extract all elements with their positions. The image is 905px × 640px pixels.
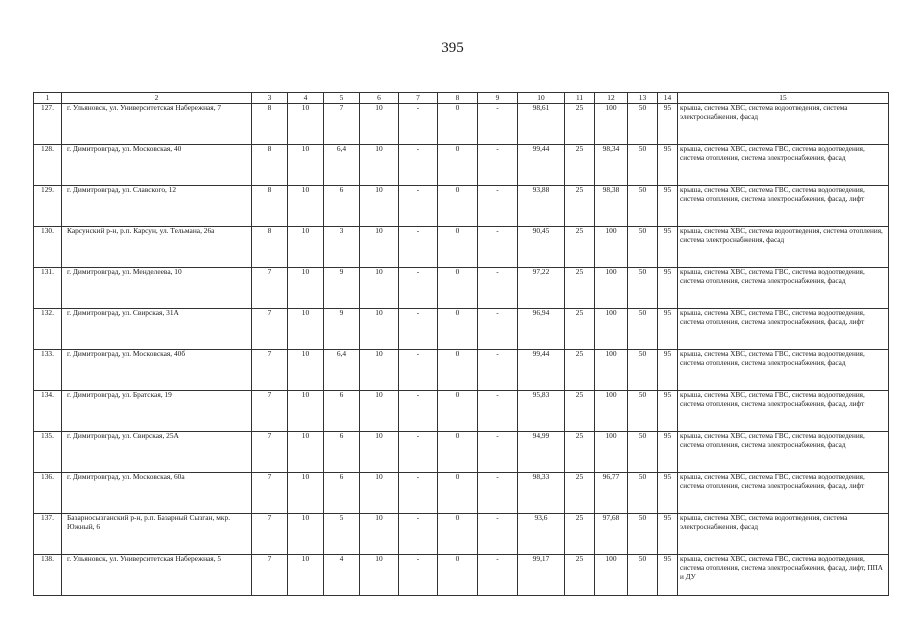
value-cell: 95 — [658, 268, 678, 309]
value-cell: - — [478, 104, 518, 145]
row-number-cell: 130. — [34, 227, 62, 268]
value-cell: 7 — [252, 514, 288, 555]
value-cell: 10 — [288, 555, 324, 596]
address-cell: Карсунский р-н, р.п. Карсун, ул. Тельмана, 26а — [62, 227, 252, 268]
value-cell: 95 — [658, 350, 678, 391]
address-cell: г. Димитровград, ул. Московская, 60а — [62, 473, 252, 514]
value-cell: 90,45 — [518, 227, 565, 268]
value-cell: 0 — [438, 514, 478, 555]
value-cell: 8 — [252, 145, 288, 186]
value-cell: 95 — [658, 473, 678, 514]
value-cell: 0 — [438, 555, 478, 596]
value-cell: 7 — [252, 309, 288, 350]
table-row — [34, 555, 889, 596]
value-cell: 50 — [628, 555, 658, 596]
value-cell: 95 — [658, 227, 678, 268]
value-cell: 98,38 — [595, 186, 628, 227]
value-cell: 95 — [658, 555, 678, 596]
table-row — [34, 473, 889, 514]
value-cell: 95,83 — [518, 391, 565, 432]
row-number-cell: 138. — [34, 555, 62, 596]
value-cell: 50 — [628, 309, 658, 350]
value-cell: - — [478, 186, 518, 227]
value-cell: 6,4 — [324, 350, 360, 391]
table-row — [34, 432, 889, 473]
value-cell: 10 — [360, 309, 399, 350]
value-cell: 10 — [288, 350, 324, 391]
address-cell: г. Ульяновск, ул. Университетская Набережная, 5 — [62, 555, 252, 596]
value-cell: 50 — [628, 268, 658, 309]
table-row — [34, 350, 889, 391]
table-row — [34, 186, 889, 227]
value-cell: 8 — [252, 186, 288, 227]
works-cell: крыша, система ХВС, система ГВС, система водоотведения, система отопления, система электроснабжения, фасад, лифт — [678, 473, 889, 514]
value-cell: - — [478, 309, 518, 350]
value-cell: - — [399, 145, 438, 186]
value-cell: 10 — [288, 104, 324, 145]
address-cell: Базарносызганский р-н, р.п. Базарный Сызган, мкр. Южный, 6 — [62, 514, 252, 555]
works-cell: крыша, система ХВС, система ГВС, система водоотведения, система отопления, система электроснабжения, фасад — [678, 268, 889, 309]
value-cell: 10 — [360, 145, 399, 186]
value-cell: 100 — [595, 350, 628, 391]
value-cell: 95 — [658, 432, 678, 473]
value-cell: 10 — [288, 432, 324, 473]
value-cell: 97,22 — [518, 268, 565, 309]
value-cell: 25 — [565, 391, 595, 432]
value-cell: 0 — [438, 268, 478, 309]
table-row — [34, 309, 889, 350]
value-cell: 0 — [438, 145, 478, 186]
value-cell: 0 — [438, 391, 478, 432]
address-cell: г. Димитровград, ул. Московская, 40б — [62, 350, 252, 391]
value-cell: 0 — [438, 432, 478, 473]
buildings-table — [33, 92, 889, 596]
column-header: 4 — [288, 93, 324, 104]
value-cell: 8 — [252, 104, 288, 145]
value-cell: - — [478, 473, 518, 514]
value-cell: - — [478, 350, 518, 391]
column-header: 6 — [360, 93, 399, 104]
value-cell: 7 — [252, 555, 288, 596]
value-cell: - — [399, 268, 438, 309]
value-cell: 99,17 — [518, 555, 565, 596]
row-number-cell: 127. — [34, 104, 62, 145]
value-cell: 10 — [360, 473, 399, 514]
value-cell: 6 — [324, 473, 360, 514]
column-header: 7 — [399, 93, 438, 104]
value-cell: 10 — [288, 309, 324, 350]
value-cell: 0 — [438, 227, 478, 268]
value-cell: 10 — [288, 473, 324, 514]
address-cell: г. Димитровград, ул. Братская, 19 — [62, 391, 252, 432]
value-cell: 100 — [595, 391, 628, 432]
column-header: 1 — [34, 93, 62, 104]
column-header: 12 — [595, 93, 628, 104]
address-cell: г. Димитровград, ул. Свирская, 25А — [62, 432, 252, 473]
value-cell: 10 — [360, 186, 399, 227]
value-cell: 98,33 — [518, 473, 565, 514]
value-cell: 99,44 — [518, 145, 565, 186]
value-cell: 100 — [595, 227, 628, 268]
value-cell: 9 — [324, 268, 360, 309]
value-cell: 10 — [360, 104, 399, 145]
row-number-cell: 135. — [34, 432, 62, 473]
value-cell: 6,4 — [324, 145, 360, 186]
value-cell: - — [399, 186, 438, 227]
value-cell: 8 — [252, 227, 288, 268]
value-cell: 25 — [565, 104, 595, 145]
value-cell: 50 — [628, 145, 658, 186]
value-cell: 95 — [658, 145, 678, 186]
value-cell: 10 — [360, 227, 399, 268]
column-header: 3 — [252, 93, 288, 104]
works-cell: крыша, система ХВС, система ГВС, система водоотведения, система отопления, система электроснабжения, фасад, лифт — [678, 186, 889, 227]
value-cell: - — [399, 104, 438, 145]
value-cell: 10 — [360, 391, 399, 432]
value-cell: - — [399, 309, 438, 350]
value-cell: 25 — [565, 186, 595, 227]
value-cell: 25 — [565, 309, 595, 350]
value-cell: 7 — [252, 268, 288, 309]
works-cell: крыша, система ХВС, система водоотведения, система электроснабжения, фасад — [678, 104, 889, 145]
value-cell: 25 — [565, 350, 595, 391]
value-cell: 10 — [288, 391, 324, 432]
table-row — [34, 268, 889, 309]
value-cell: 5 — [324, 514, 360, 555]
table-row — [34, 104, 889, 145]
column-header: 8 — [438, 93, 478, 104]
value-cell: 50 — [628, 514, 658, 555]
value-cell: 50 — [628, 350, 658, 391]
row-number-cell: 133. — [34, 350, 62, 391]
value-cell: - — [478, 145, 518, 186]
value-cell: 95 — [658, 391, 678, 432]
page-number: 395 — [441, 40, 464, 56]
value-cell: 4 — [324, 555, 360, 596]
value-cell: 0 — [438, 309, 478, 350]
works-cell: крыша, система ХВС, система водоотведения, система электроснабжения, фасад — [678, 514, 889, 555]
value-cell: 0 — [438, 473, 478, 514]
works-cell: крыша, система ХВС, система ГВС, система водоотведения, система отопления, система электроснабжения, фасад, лифт — [678, 391, 889, 432]
value-cell: 50 — [628, 432, 658, 473]
value-cell: 95 — [658, 309, 678, 350]
value-cell: 50 — [628, 473, 658, 514]
value-cell: 25 — [565, 432, 595, 473]
value-cell: 10 — [288, 514, 324, 555]
value-cell: - — [478, 555, 518, 596]
row-number-cell: 128. — [34, 145, 62, 186]
value-cell: 96,94 — [518, 309, 565, 350]
value-cell: 93,88 — [518, 186, 565, 227]
works-cell: крыша, система ХВС, система ГВС, система водоотведения, система отопления, система электроснабжения, фасад — [678, 145, 889, 186]
column-header: 14 — [658, 93, 678, 104]
value-cell: 50 — [628, 391, 658, 432]
works-cell: крыша, система ХВС, система ГВС, система водоотведения, система отопления, система электроснабжения, фасад — [678, 350, 889, 391]
column-header: 13 — [628, 93, 658, 104]
row-number-cell: 134. — [34, 391, 62, 432]
column-header: 15 — [678, 93, 889, 104]
value-cell: 0 — [438, 186, 478, 227]
value-cell: - — [399, 473, 438, 514]
row-number-cell: 137. — [34, 514, 62, 555]
row-number-cell: 132. — [34, 309, 62, 350]
value-cell: 0 — [438, 350, 478, 391]
value-cell: 50 — [628, 104, 658, 145]
column-header: 9 — [478, 93, 518, 104]
works-cell: крыша, система ХВС, система ГВС, система водоотведения, система отопления, система электроснабжения, фасад, лифт — [678, 309, 889, 350]
value-cell: - — [399, 432, 438, 473]
value-cell: 25 — [565, 514, 595, 555]
value-cell: 10 — [360, 432, 399, 473]
value-cell: 95 — [658, 514, 678, 555]
value-cell: 10 — [288, 145, 324, 186]
address-cell: г. Димитровград, ул. Славского, 12 — [62, 186, 252, 227]
value-cell: - — [399, 227, 438, 268]
value-cell: 100 — [595, 432, 628, 473]
table-row — [34, 514, 889, 555]
value-cell: 94,99 — [518, 432, 565, 473]
value-cell: 99,44 — [518, 350, 565, 391]
value-cell: 7 — [252, 391, 288, 432]
address-cell: г. Ульяновск, ул. Университетская Набережная, 7 — [62, 104, 252, 145]
value-cell: 0 — [438, 104, 478, 145]
address-cell: г. Димитровград, ул. Московская, 40 — [62, 145, 252, 186]
table-body — [34, 93, 889, 596]
column-header: 10 — [518, 93, 565, 104]
address-cell: г. Димитровград, ул. Менделеева, 10 — [62, 268, 252, 309]
value-cell: - — [399, 350, 438, 391]
value-cell: 7 — [252, 350, 288, 391]
column-header: 5 — [324, 93, 360, 104]
value-cell: 50 — [628, 227, 658, 268]
value-cell: 25 — [565, 473, 595, 514]
value-cell: 25 — [565, 555, 595, 596]
value-cell: 10 — [288, 186, 324, 227]
value-cell: 25 — [565, 145, 595, 186]
value-cell: 10 — [360, 268, 399, 309]
row-number-cell: 136. — [34, 473, 62, 514]
row-number-cell: 131. — [34, 268, 62, 309]
address-cell: г. Димитровград, ул. Свирская, 31А — [62, 309, 252, 350]
works-cell: крыша, система ХВС, система ГВС, система водоотведения, система отопления, система электроснабжения, фасад — [678, 432, 889, 473]
value-cell: 100 — [595, 104, 628, 145]
table-row — [34, 391, 889, 432]
column-header: 2 — [62, 93, 252, 104]
value-cell: 6 — [324, 432, 360, 473]
value-cell: 9 — [324, 309, 360, 350]
table-row — [34, 145, 889, 186]
value-cell: - — [399, 391, 438, 432]
value-cell: 6 — [324, 186, 360, 227]
value-cell: - — [478, 268, 518, 309]
value-cell: 7 — [324, 104, 360, 145]
value-cell: 7 — [252, 432, 288, 473]
value-cell: 10 — [288, 268, 324, 309]
value-cell: - — [478, 391, 518, 432]
value-cell: 10 — [288, 227, 324, 268]
value-cell: 100 — [595, 309, 628, 350]
value-cell: - — [478, 514, 518, 555]
value-cell: - — [478, 432, 518, 473]
value-cell: 3 — [324, 227, 360, 268]
value-cell: 95 — [658, 186, 678, 227]
row-number-cell: 129. — [34, 186, 62, 227]
value-cell: 10 — [360, 555, 399, 596]
table-row — [34, 227, 889, 268]
works-cell: крыша, система ХВС, система ГВС, система водоотведения, система отопления, система электроснабжения, фасад, лифт, ППА и ДУ — [678, 555, 889, 596]
value-cell: 98,34 — [595, 145, 628, 186]
value-cell: 25 — [565, 227, 595, 268]
value-cell: 25 — [565, 268, 595, 309]
value-cell: - — [399, 555, 438, 596]
value-cell: 7 — [252, 473, 288, 514]
value-cell: 10 — [360, 350, 399, 391]
value-cell: 10 — [360, 514, 399, 555]
value-cell: 50 — [628, 186, 658, 227]
column-header: 11 — [565, 93, 595, 104]
value-cell: 95 — [658, 104, 678, 145]
header-row — [34, 93, 889, 104]
value-cell: 98,61 — [518, 104, 565, 145]
value-cell: 97,68 — [595, 514, 628, 555]
value-cell: 100 — [595, 268, 628, 309]
value-cell: - — [478, 227, 518, 268]
value-cell: 96,77 — [595, 473, 628, 514]
value-cell: 6 — [324, 391, 360, 432]
value-cell: - — [399, 514, 438, 555]
value-cell: 100 — [595, 555, 628, 596]
works-cell: крыша, система ХВС, система водоотведения, система отопления, система электроснабжения, фасад — [678, 227, 889, 268]
value-cell: 93,6 — [518, 514, 565, 555]
